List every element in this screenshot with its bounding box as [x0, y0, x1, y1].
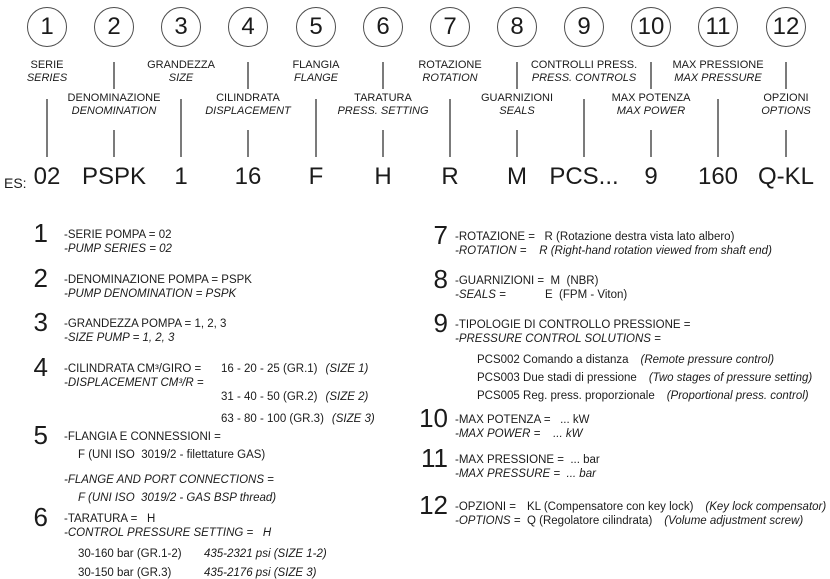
field-label-italian: GRANDEZZA	[147, 59, 215, 71]
field-label-english: SIZE	[168, 72, 194, 84]
field-label-italian: MAX POTENZA	[611, 92, 691, 104]
field-label-max-pressione	[646, 59, 790, 85]
legend-line-en: -PRESSURE CONTROL SOLUTIONS =	[455, 333, 661, 345]
position-circle-4	[228, 7, 268, 47]
field-label-english: OPTIONS	[761, 105, 811, 117]
position-circle-6	[363, 7, 403, 47]
pressure-range-2	[64, 566, 404, 579]
position-circle-11	[698, 7, 738, 47]
code-value-press-control: PCS...	[549, 163, 619, 190]
legend-line-it: -CILINDRATA CM³/GIRO =	[64, 363, 202, 375]
legend-item-11	[455, 453, 830, 481]
psi-range: 435-2176 psi (SIZE 3)	[204, 567, 317, 579]
pcs-note-en: (Two stages of pressure setting)	[648, 372, 813, 384]
field-label-english: SEALS	[499, 105, 535, 117]
code-value-seals: M	[507, 163, 527, 190]
connector-line	[113, 130, 115, 157]
code-value-flange: F	[308, 163, 324, 190]
legend-number-2: 2	[33, 263, 48, 293]
position-circle-5	[296, 7, 336, 47]
field-label-grandezza	[109, 59, 253, 85]
field-label-italian: CILINDRATA	[216, 92, 280, 104]
option-q-note-en: (Volume adjustment screw)	[664, 515, 804, 527]
field-label-italian: FLANGIA	[292, 59, 340, 71]
position-circle-3	[161, 7, 201, 47]
pcs-code-label: PCS003 Due stadi di pressione	[477, 372, 637, 384]
position-circle-8	[497, 7, 537, 47]
legend-line-it: -GRANDEZZA POMPA = 1, 2, 3	[64, 318, 227, 330]
field-label-english: ROTATION	[422, 72, 478, 84]
pressure-range-1	[64, 547, 404, 561]
code-value-rotation: R	[441, 163, 459, 190]
field-label-italian: MAX PRESSIONE	[672, 59, 764, 71]
field-label-flangia	[244, 59, 388, 85]
bar-range: 30-160 bar (GR.1-2)	[78, 548, 182, 560]
circle-number: 5	[309, 13, 323, 40]
field-label-rotazione	[378, 59, 522, 85]
circle-number: 2	[107, 13, 121, 40]
displacement-values: 31 - 40 - 50 (GR.2)	[221, 391, 318, 403]
option-kl: KL (Compensatore con key lock)	[527, 501, 694, 513]
option-kl-note-en: (Key lock compensator)	[705, 501, 827, 513]
code-value-size: 1	[174, 163, 188, 190]
field-label-guarnizioni	[445, 92, 589, 118]
position-circle-12	[766, 7, 806, 47]
legend-item-7	[455, 230, 830, 258]
field-label-english: DENOMINATION	[71, 105, 157, 117]
field-label-taratura	[311, 92, 455, 118]
legend-number-10: 10	[419, 403, 448, 433]
legend-line-it: -MAX POTENZA = ... kW	[455, 414, 590, 426]
legend-line-it: -ROTAZIONE = R (Rotazione destra vista lato albero)	[455, 231, 735, 243]
psi-range: 435-2321 psi (SIZE 1-2)	[204, 548, 327, 560]
legend-item-3	[64, 317, 404, 345]
legend-line-it: -TARATURA = H	[64, 513, 156, 525]
field-label-opzioni	[714, 92, 830, 118]
pcs-note-en: (Remote pressure control)	[640, 354, 775, 366]
legend-line-en: -MAX PRESSURE = ... bar	[455, 468, 596, 480]
circle-number: 11	[705, 13, 731, 40]
field-label-english: DISPLACEMENT	[205, 105, 291, 117]
legend-number-3: 3	[33, 307, 48, 337]
circle-number: 4	[241, 13, 255, 40]
legend-line-it: -SERIE POMPA = 02	[64, 229, 172, 241]
pcs-code-label: PCS002 Comando a distanza	[477, 354, 629, 366]
field-label-cilindrata	[176, 92, 320, 118]
flange-code-it: F (UNI ISO 3019/2 - filettature GAS)	[78, 449, 266, 461]
field-label-english: MAX POWER	[616, 105, 686, 117]
legend-line-en: -PUMP DENOMINATION = PSPK	[64, 288, 237, 300]
connector-line	[650, 130, 652, 157]
legend-line-it: -FLANGIA E CONNESSIONI =	[64, 431, 221, 443]
legend-number-12: 12	[419, 490, 448, 520]
size-note: (SIZE 3)	[331, 413, 375, 425]
pcs-option-2	[477, 371, 812, 385]
code-value-max-pressure: 160	[697, 163, 739, 190]
connector-line	[382, 130, 384, 157]
field-label-italian: ROTAZIONE	[418, 59, 482, 71]
position-circle-7	[430, 7, 470, 47]
position-circle-2	[94, 7, 134, 47]
option-q: Q (Regolatore cilindrata)	[527, 515, 653, 527]
legend-number-4: 4	[33, 352, 48, 382]
legend-number-5: 5	[33, 420, 48, 450]
bar-range: 30-150 bar (GR.3)	[78, 567, 172, 579]
field-label-italian: GUARNIZIONI	[480, 92, 554, 104]
legend-item-5	[64, 430, 404, 505]
displacement-size-2	[221, 390, 368, 404]
legend-number-9: 9	[433, 308, 448, 338]
displacement-values: 16 - 20 - 25 (GR.1)	[221, 363, 318, 375]
legend-item-2	[64, 273, 404, 301]
options-line-1	[455, 500, 830, 514]
field-label-denominazione	[42, 92, 186, 118]
field-label-english: PRESS. SETTING	[337, 105, 429, 117]
position-circle-10	[631, 7, 671, 47]
circle-number: 6	[376, 13, 390, 40]
field-label-english: FLANGE	[293, 72, 338, 84]
legend-number-1: 1	[33, 218, 48, 248]
options-label-en: -OPTIONS =	[455, 515, 521, 527]
pcs-option-3	[477, 389, 809, 403]
legend-number-7: 7	[433, 220, 448, 250]
legend-item-12	[455, 500, 830, 528]
connector-line	[247, 130, 249, 157]
size-note: (SIZE 2)	[325, 391, 369, 403]
code-value-setting: H	[374, 163, 392, 190]
field-label-italian: TARATURA	[354, 92, 412, 104]
connector-line	[516, 130, 518, 157]
legend-item-10	[455, 413, 830, 441]
field-label-english: PRESS. CONTROLS	[531, 72, 637, 84]
flange-code-en: F (UNI ISO 3019/2 - GAS BSP thread)	[78, 492, 277, 504]
legend-number-6: 6	[33, 502, 48, 532]
legend-line-it: -MAX PRESSIONE = ... bar	[455, 454, 600, 466]
circle-number: 12	[772, 13, 800, 40]
displacement-values: 63 - 80 - 100 (GR.3)	[221, 413, 324, 425]
legend-line-en: -PUMP SERIES = 02	[64, 243, 172, 255]
legend-number-11: 11	[421, 443, 448, 473]
code-value-series: 02	[33, 163, 61, 190]
field-label-italian: SERIE	[30, 59, 64, 71]
pcs-note-en: (Proportional press. control)	[666, 390, 809, 402]
field-label-english: SERIES	[26, 72, 68, 84]
field-label-max-potenza	[579, 92, 723, 118]
code-value-max-power: 9	[644, 163, 658, 190]
circle-number: 8	[510, 13, 524, 40]
legend-line-it: -GUARNIZIONI = M (NBR)	[455, 275, 599, 287]
displacement-size-1	[221, 362, 368, 376]
field-label-italian: DENOMINAZIONE	[67, 92, 161, 104]
pcs-code-label: PCS005 Reg. press. proporzionale	[477, 390, 655, 402]
field-label-italian: OPZIONI	[763, 92, 809, 104]
legend-item-8	[455, 274, 830, 302]
circle-number: 9	[577, 13, 591, 40]
connector-line	[785, 130, 787, 157]
position-circle-9	[564, 7, 604, 47]
field-label-serie	[0, 59, 119, 85]
displacement-size-3	[221, 412, 375, 426]
legend-line-en: -CONTROL PRESSURE SETTING = H	[64, 527, 272, 539]
code-value-options: Q-KL	[757, 163, 814, 190]
legend-number-8: 8	[433, 264, 448, 294]
circle-number: 10	[637, 13, 665, 40]
field-label-italian: CONTROLLI PRESS.	[530, 59, 638, 71]
legend-line-en: -MAX POWER = ... kW	[455, 428, 583, 440]
seals-label-en: -SEALS =	[455, 289, 506, 301]
legend-line-en: -SIZE PUMP = 1, 2, 3	[64, 332, 175, 344]
field-label-english: MAX PRESSURE	[674, 72, 762, 84]
pcs-option-1	[477, 353, 774, 367]
legend-item-9	[455, 318, 830, 403]
circle-number: 3	[174, 13, 188, 40]
options-line-2	[455, 514, 830, 528]
circle-number: 7	[443, 13, 457, 40]
legend-line-en: -FLANGE AND PORT CONNECTIONS =	[64, 474, 274, 486]
circle-number: 1	[40, 13, 54, 40]
legend-item-1	[64, 228, 404, 256]
code-value-denomination: PSPK	[81, 163, 147, 190]
seals-line-2	[455, 288, 830, 302]
legend-line-en: -DISPLACEMENT CM³/R =	[64, 377, 204, 389]
code-value-displacement: 16	[234, 163, 262, 190]
legend-item-6	[64, 512, 404, 579]
options-label-it: -OPZIONI =	[455, 501, 517, 513]
legend-item-4	[64, 362, 424, 426]
example-prefix: ES:	[4, 175, 27, 191]
legend-line-en: -ROTATION = R (Right-hand rotation viewed from shaft end)	[455, 245, 772, 257]
field-label-controlli-press	[512, 59, 656, 85]
seals-option-e: E (FPM - Viton)	[545, 289, 628, 301]
size-note: (SIZE 1)	[325, 363, 369, 375]
legend-line-it: -TIPOLOGIE DI CONTROLLO PRESSIONE =	[455, 319, 691, 331]
position-circle-1	[27, 7, 67, 47]
legend-line-it: -DENOMINAZIONE POMPA = PSPK	[64, 274, 252, 286]
